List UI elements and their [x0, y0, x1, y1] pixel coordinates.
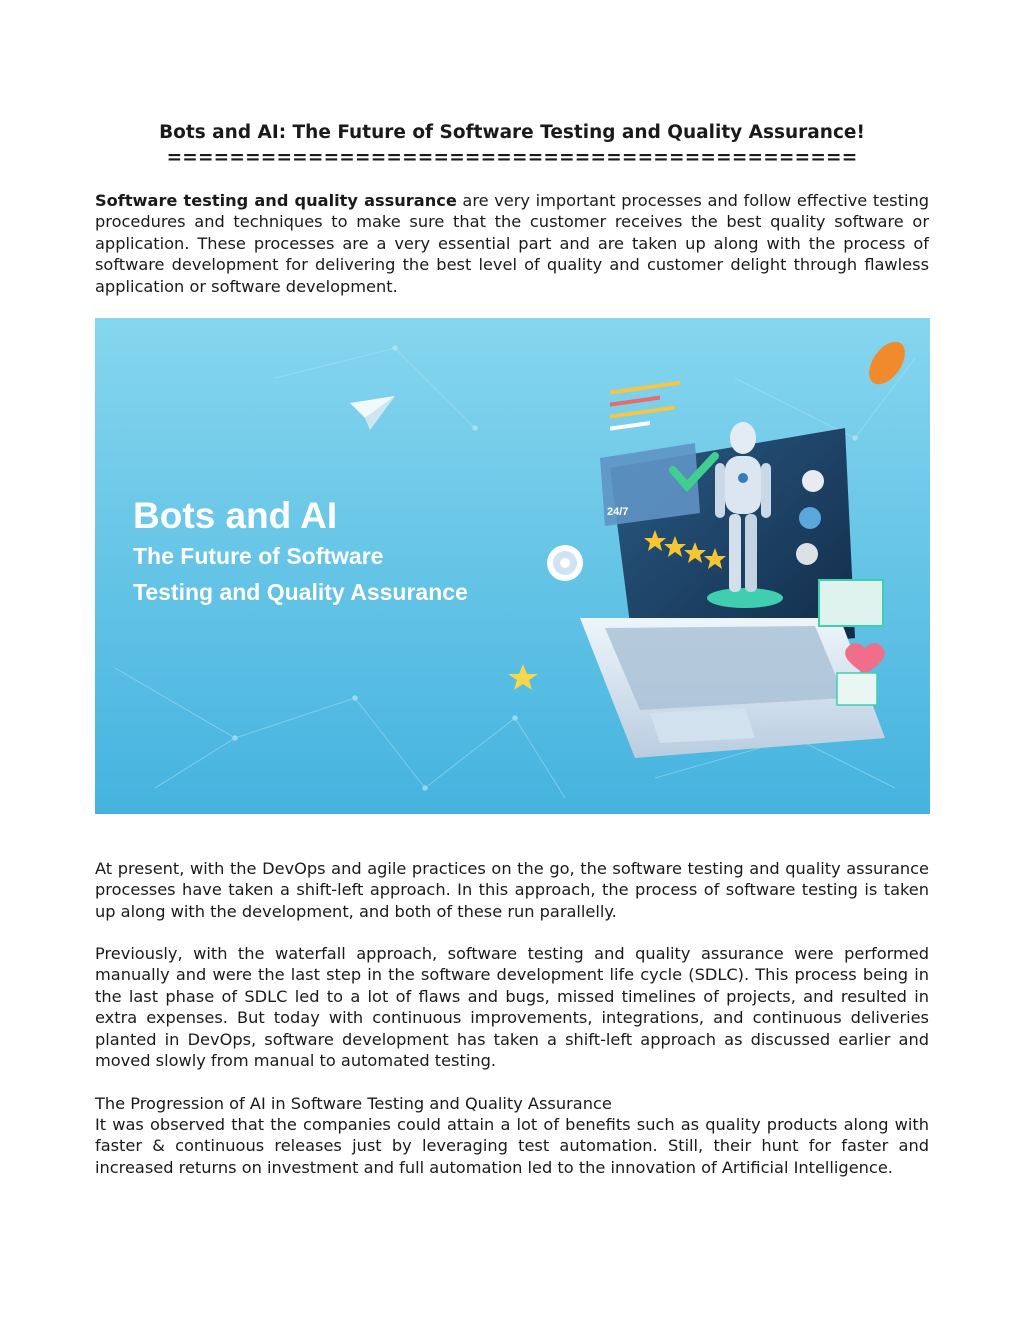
- intro-text: are very important processes and follow effective testing procedures and techniques to make sure that the customer receives the best quality software or application. These processes are a very essential part and are taken up along with the process of software development for delivering the best level of quality and customer delight through flawless application or software development.: [95, 191, 929, 296]
- hero-line-1: Bots and AI: [133, 495, 338, 536]
- hero-banner-image: [95, 318, 930, 814]
- badge-24-7: 24/7: [607, 506, 629, 518]
- target-icon: [547, 545, 583, 581]
- intro-bold-text: Software testing and quality assurance: [95, 191, 457, 210]
- hero-line-2: The Future of Software: [133, 543, 384, 569]
- title-underline: ============================================: [166, 147, 858, 168]
- document-title: Bots and AI: The Future of Software Testing and Quality Assurance!: [159, 122, 865, 143]
- profile-card: [819, 580, 883, 626]
- hero-line-3: Testing and Quality Assurance: [133, 579, 468, 605]
- chart-card: [837, 673, 877, 705]
- paragraph-3: Previously, with the waterfall approach, software testing and quality assurance were performed manually and were the last step in the software development life cycle (SDLC). This process being in the last phase of SDLC led to a lot of flaws and bugs, missed timelines of projects, and resulted in extra expenses. But today with continuous improvements, integrations, and continuous deliveries planted in DevOps, software development has taken a shift-left approach as discussed earlier and moved slowly from manual to automated testing.: [95, 944, 929, 1071]
- paragraph-2: At present, with the DevOps and agile practices on the go, the software testing and quality assurance processes have taken a shift-left approach. In this approach, the process of software testing is taken up along with the development, and both of these run parallelly.: [95, 859, 929, 921]
- intro-paragraph: [95, 190, 929, 297]
- paragraph-4: It was observed that the companies could attain a lot of benefits such as quality products along with faster & continuous releases just by leveraging test automation. Still, their hunt for faster and increased returns on investment and full automation led to the innovation of Artificial Intelligence.: [95, 1115, 929, 1177]
- section-heading: The Progression of AI in Software Testing and Quality Assurance: [95, 1094, 612, 1113]
